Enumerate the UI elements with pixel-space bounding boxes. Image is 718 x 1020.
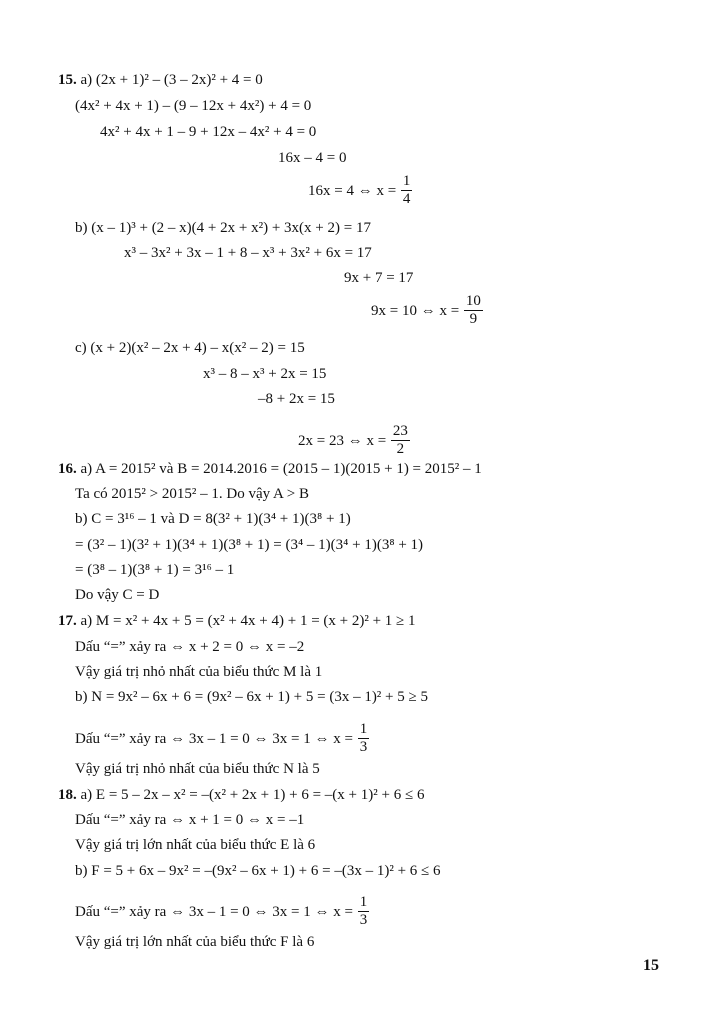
problem-16-line-1 — [58, 459, 482, 479]
fraction — [358, 894, 370, 929]
denominator: 3 — [359, 739, 368, 755]
eq-text: a) E = 5 – 2x – x² = –(x² + 2x + 1) + 6 = –(x + 1)² + 6 ≤ 6 — [80, 787, 425, 803]
problem-16-line-3: b) C = 3¹⁶ – 1 và D = 8(3² + 1)(3⁴ + 1)(3⁸ + 1) — [75, 511, 351, 527]
problem-15-b-line-3: 9x + 7 = 17 — [344, 270, 414, 286]
problem-17-line-1 — [58, 611, 416, 631]
problem-15-label: 15. — [58, 72, 77, 88]
numerator: 10 — [465, 293, 481, 309]
problem-15-a-line-1 — [58, 70, 263, 90]
problem-17-line-3: Vậy giá trị nhỏ nhất của biểu thức M là 1 — [75, 664, 323, 680]
problem-16-line-2: Ta có 2015² > 2015² – 1. Do vậy A > B — [75, 486, 310, 502]
eq-text: a) (2x + 1)² – (3 – 2x)² + 4 = 0 — [80, 72, 263, 88]
problem-15-c-line-2: x³ – 8 – x³ + 2x = 15 — [203, 366, 327, 382]
problem-15-c-line-1: c) (x + 2)(x² – 2x + 4) – x(x² – 2) = 15 — [75, 340, 305, 356]
numerator: 1 — [359, 721, 368, 737]
numerator: 23 — [392, 423, 408, 439]
problem-17-line-2: Dấu “=” xảy ra ⇔ x + 2 = 0 ⇔ x = –2 — [75, 639, 305, 655]
problem-18-line-4: b) F = 5 + 6x – 9x² = –(9x² – 6x + 1) + 6 = –(3x – 1)² + 6 ≤ 6 — [75, 863, 441, 879]
fraction — [391, 423, 410, 458]
eq-text: 16x = 4 ⇔ x = — [308, 182, 397, 199]
problem-15-c-line-4 — [298, 424, 411, 459]
eq-text: 2x = 23 ⇔ x = — [298, 432, 387, 449]
problem-15-a-line-2: (4x² + 4x + 1) – (9 – 12x + 4x²) + 4 = 0 — [75, 98, 312, 114]
problem-18-line-6: Vậy giá trị lớn nhất của biểu thức F là 6 — [75, 934, 315, 950]
eq-text: 9x = 10 ⇔ x = — [371, 302, 460, 319]
problem-15-b-line-1: b) (x – 1)³ + (2 – x)(4 + 2x + x²) + 3x(x + 2) = 17 — [75, 220, 371, 236]
problem-18-line-1 — [58, 785, 424, 805]
denominator: 9 — [469, 311, 478, 327]
problem-16-label: 16. — [58, 461, 77, 477]
fraction — [358, 721, 370, 756]
denominator: 2 — [396, 441, 405, 457]
problem-15-a-line-5 — [308, 174, 413, 209]
page-number: 15 — [643, 957, 659, 974]
problem-16-line-6: Do vậy C = D — [75, 587, 160, 603]
problem-18-line-2: Dấu “=” xảy ra ⇔ x + 1 = 0 ⇔ x = –1 — [75, 812, 305, 828]
problem-17-label: 17. — [58, 613, 77, 629]
fraction — [464, 293, 483, 328]
problem-18-line-3: Vậy giá trị lớn nhất của biểu thức E là 6 — [75, 837, 316, 853]
problem-16-line-4: = (3² – 1)(3² + 1)(3⁴ + 1)(3⁸ + 1) = (3⁴ – 1)(3⁴ + 1)(3⁸ + 1) — [75, 537, 424, 553]
numerator: 1 — [402, 173, 411, 189]
problem-15-a-line-4: 16x – 4 = 0 — [278, 150, 347, 166]
problem-15-b-line-2: x³ – 3x² + 3x – 1 + 8 – x³ + 3x² + 6x = 17 — [124, 245, 372, 261]
eq-text: a) M = x² + 4x + 5 = (x² + 4x + 4) + 1 = (x + 2)² + 1 ≥ 1 — [80, 613, 416, 629]
problem-18-label: 18. — [58, 787, 77, 803]
eq-text: a) A = 2015² và B = 2014.2016 = (2015 – 1)(2015 + 1) = 2015² – 1 — [80, 461, 482, 477]
numerator: 1 — [359, 894, 368, 910]
problem-15-a-line-3: 4x² + 4x + 1 – 9 + 12x – 4x² + 4 = 0 — [100, 124, 317, 140]
problem-16-line-5: = (3⁸ – 1)(3⁸ + 1) = 3¹⁶ – 1 — [75, 562, 235, 578]
problem-18-line-5 — [75, 895, 370, 930]
problem-15-b-line-4 — [371, 294, 484, 329]
denominator: 3 — [359, 912, 368, 928]
eq-text: Dấu “=” xảy ra ⇔ 3x – 1 = 0 ⇔ 3x = 1 ⇔ x = — [75, 730, 353, 747]
problem-17-line-4: b) N = 9x² – 6x + 6 = (9x² – 6x + 1) + 5 = (3x – 1)² + 5 ≥ 5 — [75, 689, 428, 705]
problem-15-c-line-3: –8 + 2x = 15 — [258, 391, 335, 407]
problem-17-line-5 — [75, 722, 370, 757]
fraction — [401, 173, 413, 208]
eq-text: Dấu “=” xảy ra ⇔ 3x – 1 = 0 ⇔ 3x = 1 ⇔ x = — [75, 903, 353, 920]
problem-17-line-6: Vậy giá trị nhỏ nhất của biểu thức N là 5 — [75, 761, 320, 777]
denominator: 4 — [402, 191, 411, 207]
